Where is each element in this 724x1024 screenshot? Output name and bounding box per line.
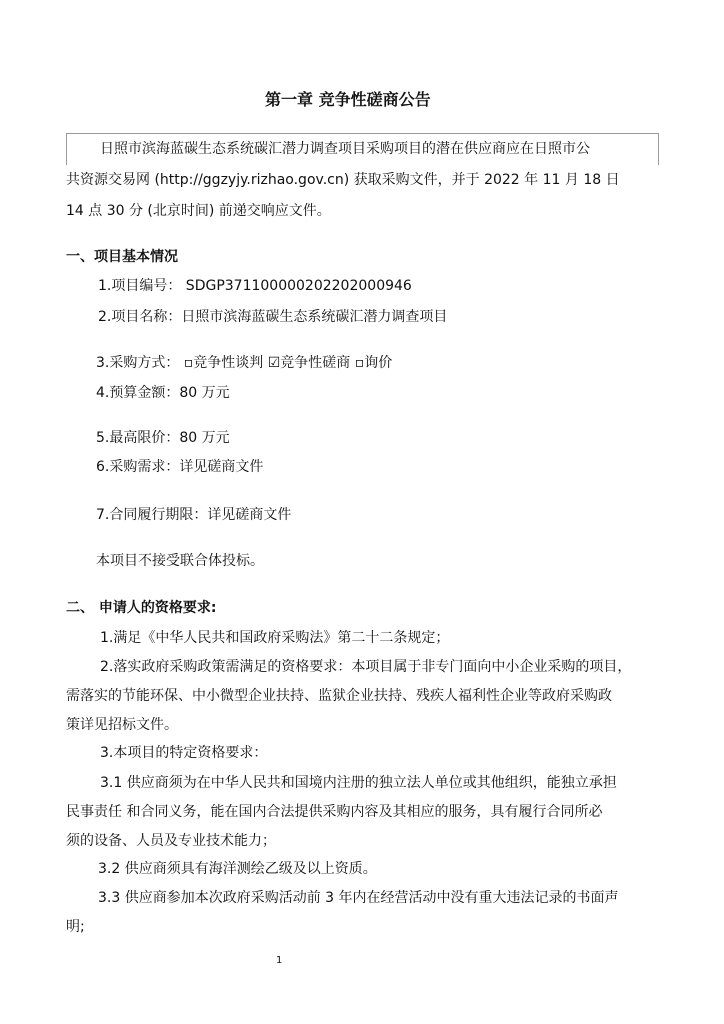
qualification-item-2-line-1: 2.落实政府采购政策需满足的资格要求：本项目属于非专门面向中小企业采购的项目，: [100, 659, 632, 675]
intro-frame-left: [66, 133, 67, 165]
project-number: 1.项目编号： SDGP371100000202202000946: [98, 278, 412, 294]
section-2-heading: 二、 申请人的资格要求:: [66, 600, 217, 616]
intro-line-2: 共资源交易网 (http://ggzyjy.rizhao.gov.cn) 获取采购文件，并于 2022 年 11 月 18 日: [66, 172, 620, 188]
section-1-heading: 一、项目基本情况: [66, 249, 178, 265]
intro-line-3: 14 点 30 分 (北京时间) 前递交响应文件。: [66, 203, 331, 219]
contract-period: 7.合同履行期限：详见磋商文件: [96, 507, 292, 523]
qualification-item-3-2: 3.2 供应商须具有海洋测绘乙级及以上资质。: [98, 861, 377, 877]
qualification-item-2-line-2: 需落实的节能环保、中小微型企业扶持、监狱企业扶持、残疾人福利性企业等政府采购政: [66, 688, 612, 704]
qualification-item-1: 1.满足《中华人民共和国政府采购法》第二十二条规定；: [100, 630, 450, 646]
qualification-item-3-1-line-1: 3.1 供应商须为在中华人民共和国境内注册的独立法人单位或其他组织，能独立承担: [100, 775, 617, 791]
qualification-item-3-3-line-2: 明;: [66, 919, 85, 935]
qualification-item-3-1-line-3: 须的设备、人员及专业技术能力；: [66, 833, 276, 849]
max-price: 5.最高限价：80 万元: [96, 430, 230, 446]
budget-amount: 4.预算金额：80 万元: [96, 385, 230, 401]
qualification-item-3: 3.本项目的特定资格要求：: [100, 745, 268, 761]
qualification-item-3-1-line-2: 民事责任 和合同义务，能在国内合法提供采购内容及其相应的服务，具有履行合同所必: [66, 804, 603, 820]
consortium-note: 本项目不接受联合体投标。: [96, 553, 264, 569]
qualification-item-3-3-line-1: 3.3 供应商参加本次政府采购活动前 3 年内在经营活动中没有重大违法记录的书面声: [98, 890, 619, 906]
intro-line-1: 日照市滨海蓝碳生态系统碳汇潜力调查项目采购项目的潜在供应商应在日照市公: [100, 141, 590, 157]
page-number: 1: [276, 955, 283, 966]
procurement-method: 3.采购方式： ▫竞争性谈判 ☑竞争性磋商 ▫询价: [96, 355, 393, 371]
intro-frame-right: [658, 133, 659, 165]
procurement-requirement: 6.采购需求：详见磋商文件: [96, 459, 264, 475]
chapter-title: 第一章 竞争性磋商公告: [265, 90, 431, 109]
project-name: 2.项目名称：日照市滨海蓝碳生态系统碳汇潜力调查项目: [98, 309, 448, 325]
intro-frame-top: [66, 133, 659, 134]
qualification-item-2-line-3: 策详见招标文件。: [66, 717, 178, 733]
